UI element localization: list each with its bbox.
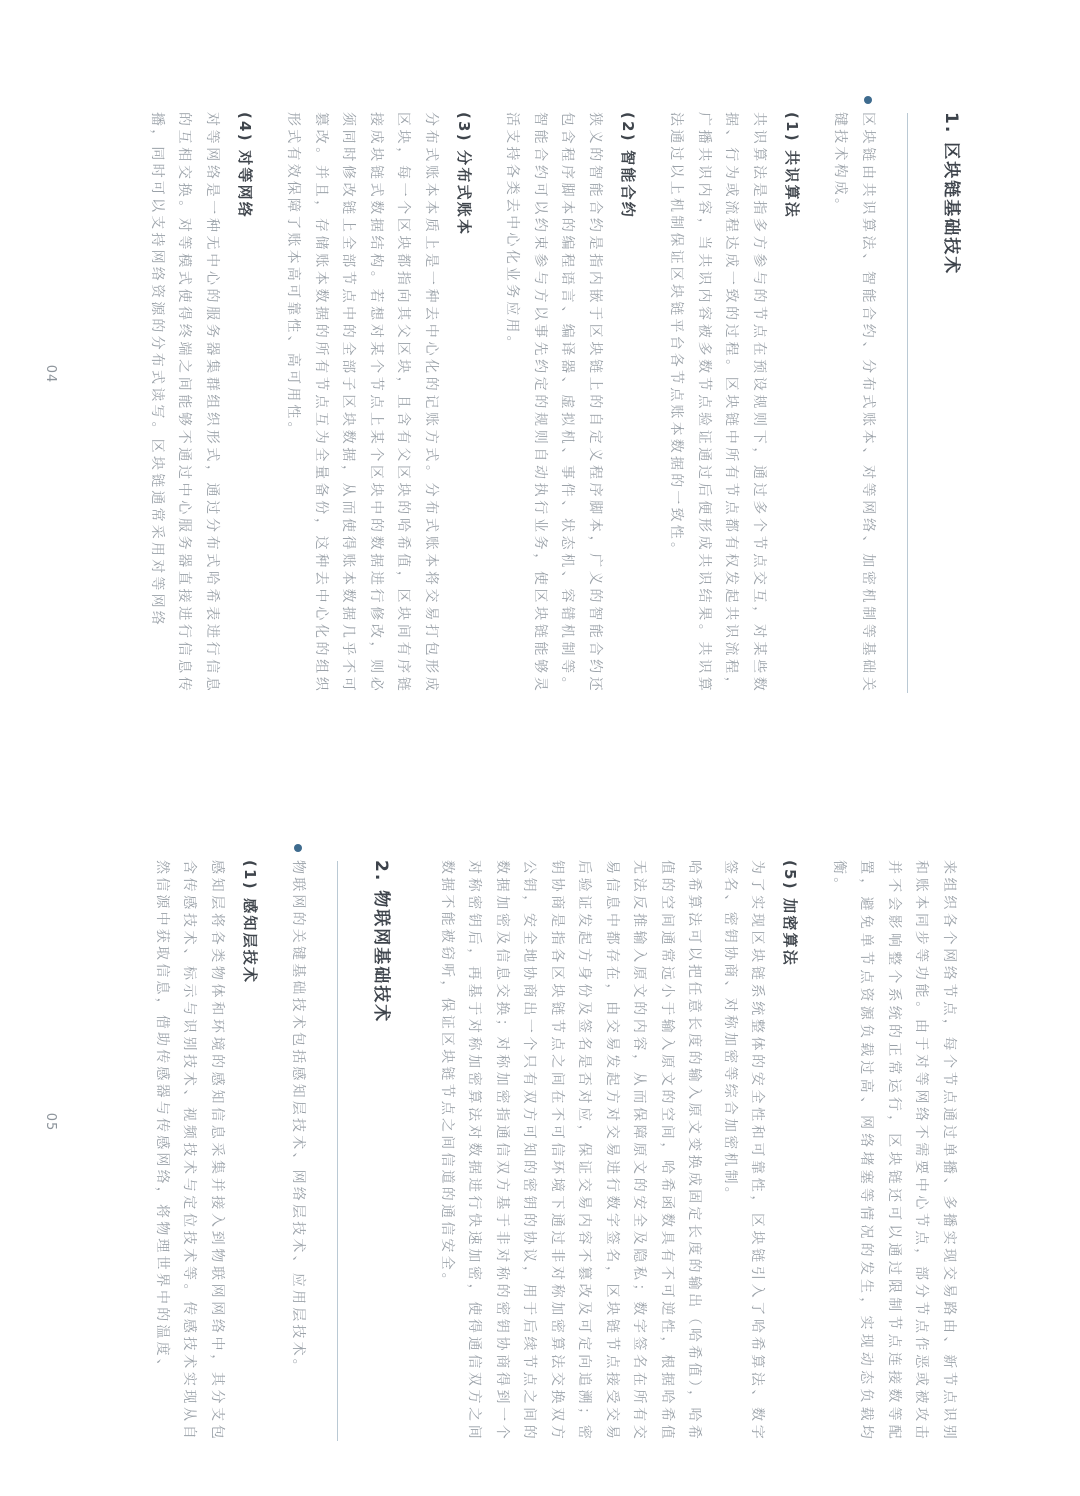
intro-bullet-item <box>284 860 312 1442</box>
paragraph-crypto-1: 为了实现区块链系统整体的安全性和可靠性，区块链引入了哈希算法、数字签名、密钥协商、对称加密等综合加密机制。 <box>722 860 766 1442</box>
intro-text: 物联网的关键基础技术包括感知层技术、网络层技术、应用层技术。 <box>290 860 307 1376</box>
section-heading-distributed-ledger: (3) 分布式账本 <box>455 112 473 237</box>
paragraph-smart-contract: 狭义的智能合约是指内嵌于区块链上的自定义程序脚本，广义的智能合约还包含程序脚本的编程语言、编译器、虚拟机、事件、状态机、容错机制等。智能合约可以约束参与方以事先约定的规则自动执行业务，使区块链能够灵活支持各类去中心化业务应用。 <box>504 112 603 694</box>
page-number-04: 04 <box>43 364 58 384</box>
section-heading-consensus: (1) 共识算法 <box>783 112 801 219</box>
title-underline <box>907 113 908 693</box>
chapter-title-blockchain: 1. 区块链基础技术 <box>941 112 961 276</box>
paragraph-crypto-2: 哈希算法可以把任意长度的输入原文变换成固定长度的输出（哈希值），哈希值的空间通常远小于输入原文的空间，哈希函数具有不可逆性，根据哈希值无法反推输入原文的内容，从而保障原文的安全及隐私；数字签名在所有交易信息中都存在，由交易发起方对交易进行数字签名，区块链节点接受交易后验证发起方身份及签名是否对应，保证交易内容不篡改及可定向追溯；密钥协商是指各区块链节点之间在不可信环境下通过非对称加密算法交换双方公钥，安全地协商出一个只有双方可知的密钥的协议，用于后续节点之间的数据加密及信息交换；对称加密指通信双方基于非对称的密钥协商得到一个对称密钥后，再基于对称加密算法对数据进行快速加密，使得通信双方之间数据不能被窃听，保证区块链节点之间信道的通信安全。 <box>439 860 703 1442</box>
paragraph-perception-layer: 感知层将各类物体和环境的感知信息采集并接入到物联网网络中，其分支包含传感技术、标示与识别技术、视频技术与定位技术等。传感技术实现从自然信源中获取信息，借助传感器与传感网络，将物理世界中的温度、 <box>154 860 225 1442</box>
document-page-05 <box>0 748 1080 1496</box>
section-heading-smart-contract: (2) 智能合约 <box>619 112 637 219</box>
section-heading-perception-layer: (1) 感知层技术 <box>241 860 259 985</box>
paragraph-distributed-ledger: 分布式账本本质上是一种去中心化的记账方式。分布式账本将交易打包形成区块，每一个区块都指向其父区块，且含有父区块的哈希值，区块间有序链接成块链式数据结构。若想对某个节点上某个区块中的数据进行修改，则必须同时修改链上全部节点中的全部子区块数据，从而使得账本数据几乎不可篡改。并且，存储账本数据的所有节点互为全量备份，这种去中心化的组织形式有效保障了账本高可靠性、高可用性。 <box>285 112 439 694</box>
page-number-05: 05 <box>43 1112 58 1132</box>
section-heading-crypto: (5) 加密算法 <box>781 860 800 967</box>
title-underline <box>338 861 339 1441</box>
bullet-icon <box>864 96 872 104</box>
intro-bullet-item <box>826 112 881 694</box>
paragraph-consensus: 共识算法是指多方参与的节点在预设规则下，通过多个节点交互，对某些数据、行为或流程达成一致的过程。区块链中所有节点都有权发起共识流程，广播共识内容，当共识内容被多数节点验证通过后便形成共识结果。共识算法通过以上机制保证区块链平台各节点账本数据的一致性。 <box>668 112 767 694</box>
chapter-title-iot: 2. 物联网基础技术 <box>371 860 392 1024</box>
bullet-icon <box>295 844 303 852</box>
section-heading-p2p-network: (4) 对等网络 <box>236 112 254 219</box>
paragraph-p2p-continuation: 来组织各个网络节点，每个节点通过单播、多播实现交易路由、新节点识别和账本同步等功能。由于对等网络不需要中心节点，部分节点作恶或被攻击并不会影响整个系统的正常运行，区块链还可以通过限制节点连接数等配置，避免单节点资源负载过高、网络堵塞等情况的发生，实现动态负载均衡。 <box>831 860 957 1442</box>
intro-text: 区块链由共识算法、智能合约、分布式账本、对等网络、加密机制等基础关键技术构成。 <box>832 112 876 694</box>
paragraph-p2p-network: 对等网络是一种无中心的服务器集群组织形式，通过分布式哈希表进行信息的互相交换。对等模式使得终端之间能够不通过中心服务器直接进行信息传播，同时可以支持网络资源的分布式读写。区块链通常采用对等网络 <box>149 112 220 694</box>
